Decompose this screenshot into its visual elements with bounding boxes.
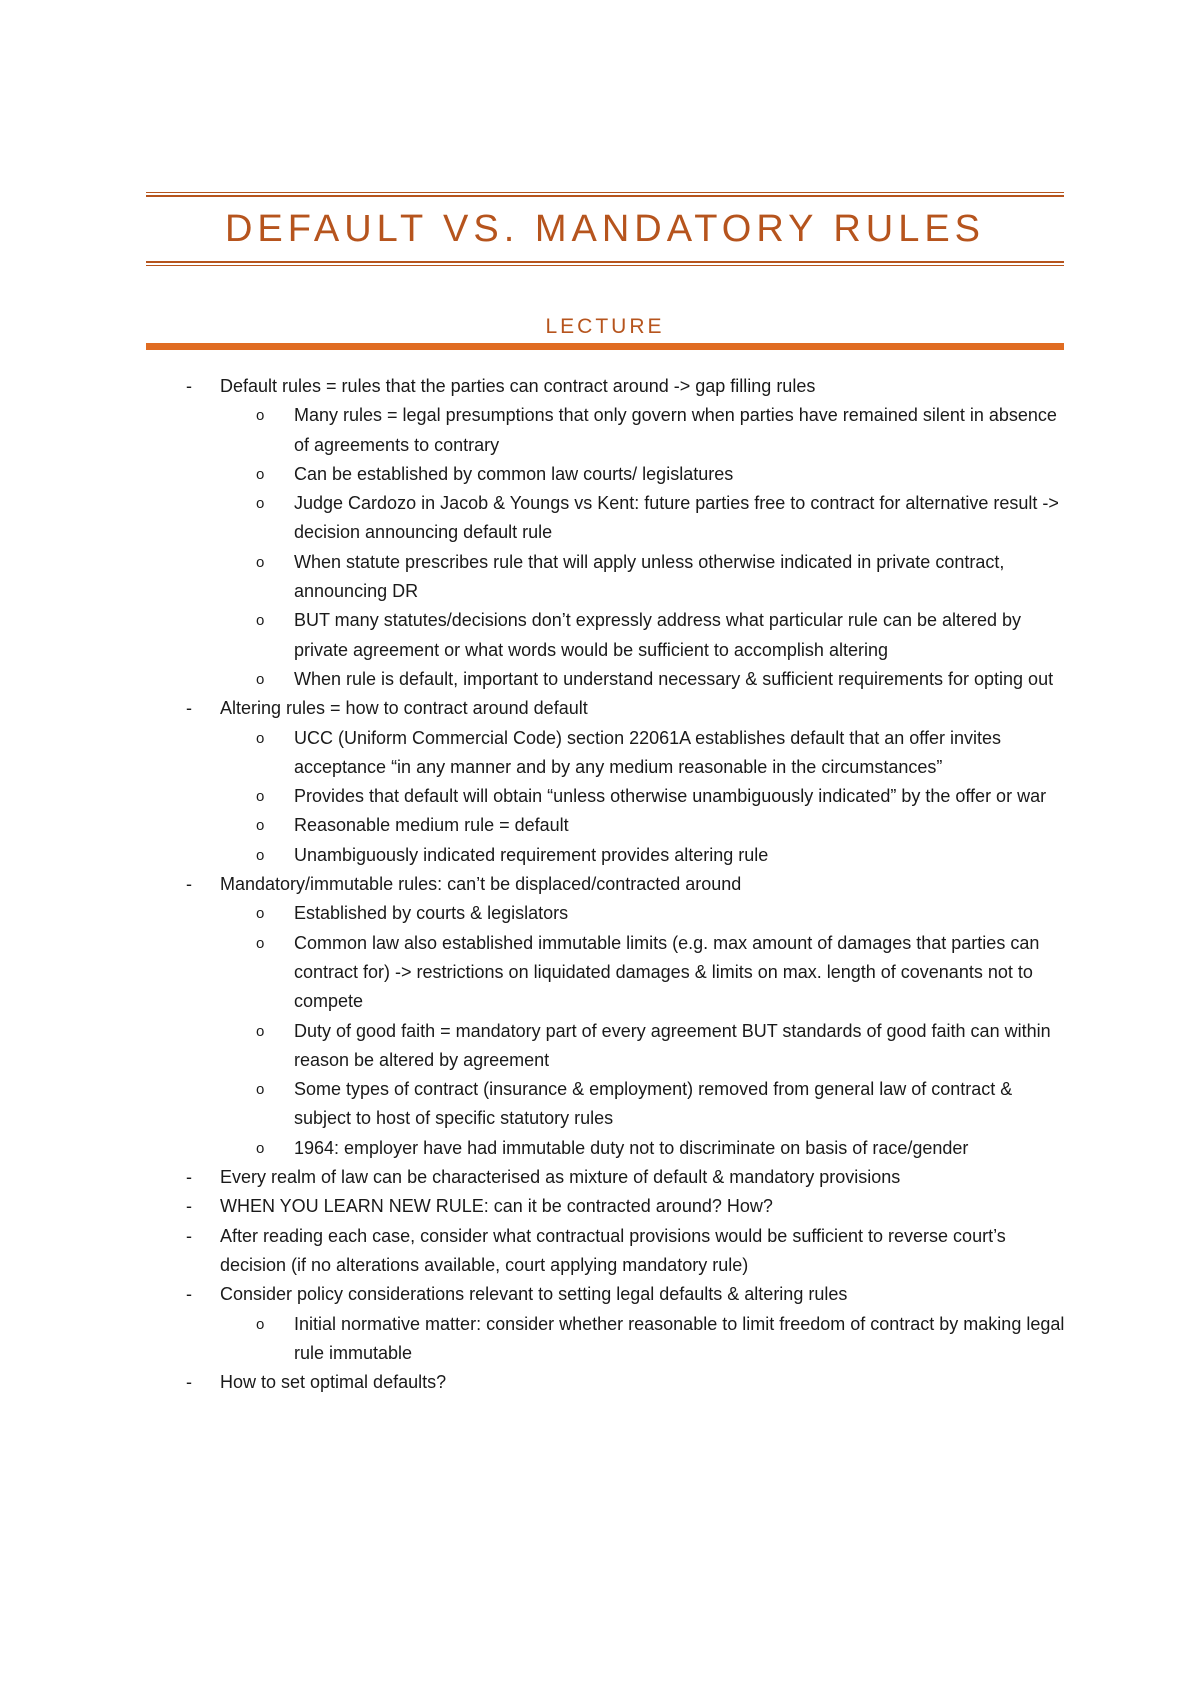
sub-bullet-item (220, 929, 1066, 1017)
circle-bullet-marker: o (256, 495, 265, 513)
sub-bullet-item (220, 606, 1066, 665)
circle-bullet-marker: o (256, 612, 265, 630)
sub-bullet-text: Common law also established immutable limits (e.g. max amount of damages that parties can contract for) -> restrictions on liquidated damages & limits on max. length of covenants not to compete (294, 932, 1040, 1012)
bullet-item (146, 372, 1066, 694)
circle-bullet-marker: o (256, 905, 265, 923)
circle-bullet-marker: o (256, 729, 265, 747)
bullet-text: Mandatory/immutable rules: can’t be displaced/contracted around (220, 874, 742, 895)
dash-bullet-marker: - (186, 1225, 192, 1246)
sub-bullet-text: 1964: employer have had immutable duty not to discriminate on basis of race/gender (294, 1137, 969, 1158)
dash-bullet-marker: - (186, 1284, 192, 1305)
title-bottom-rule (146, 261, 1064, 266)
bullet-text: WHEN YOU LEARN NEW RULE: can it be contracted around? How? (220, 1196, 773, 1217)
sub-bullet-text: Unambiguously indicated requirement provides altering rule (294, 844, 769, 865)
sub-bullet-list (220, 724, 1066, 870)
sub-bullet-text: BUT many statutes/decisions don’t expressly address what particular rule can be altered by private agreement or what words would be sufficient to accomplish altering (294, 610, 1022, 660)
bullet-item (146, 870, 1066, 1163)
sub-bullet-item (220, 460, 1066, 489)
sub-bullet-item (220, 548, 1066, 607)
circle-bullet-marker: o (256, 934, 265, 952)
dash-bullet-marker: - (186, 698, 192, 719)
notes-content (146, 372, 1066, 1397)
sub-bullet-item (220, 841, 1066, 870)
sub-bullet-item (220, 1075, 1066, 1134)
bullet-list (146, 372, 1066, 1397)
sub-bullet-text: Duty of good faith = mandatory part of every agreement BUT standards of good faith can within reason be altered by agreement (294, 1020, 1051, 1070)
circle-bullet-marker: o (256, 670, 265, 688)
bullet-item (146, 1163, 1066, 1192)
sub-bullet-item (220, 489, 1066, 548)
title-block (146, 192, 1064, 266)
bullet-text: Default rules = rules that the parties can contract around -> gap filling rules (220, 376, 816, 396)
sub-bullet-text: When rule is default, important to understand necessary & sufficient requirements for opting out (294, 668, 1054, 689)
bullet-item (146, 1280, 1066, 1368)
sub-bullet-text: Provides that default will obtain “unless otherwise unambiguously indicated” by the offer or war (294, 786, 1047, 807)
sub-bullet-item (220, 401, 1066, 460)
circle-bullet-marker: o (256, 788, 265, 806)
sub-bullet-text: Some types of contract (insurance & employment) removed from general law of contract & subject to host of specific statutory rules (294, 1079, 1013, 1129)
section-heading: LECTURE (545, 315, 665, 338)
bullet-text: After reading each case, consider what contractual provisions would be sufficient to reverse court’s decision (if no alterations available, court applying mandatory rule) (220, 1225, 1006, 1275)
sub-bullet-item (220, 665, 1066, 694)
sub-bullet-text: Initial normative matter: consider whether reasonable to limit freedom of contract by making legal rule immutable (294, 1313, 1065, 1363)
bullet-item (146, 1192, 1066, 1221)
bullet-item (146, 1368, 1066, 1397)
bullet-text: Altering rules = how to contract around default (220, 698, 588, 719)
circle-bullet-marker: o (256, 1139, 265, 1157)
bullet-text: Consider policy considerations relevant to setting legal defaults & altering rules (220, 1284, 848, 1305)
document-title: DEFAULT VS. MANDATORY RULES (224, 208, 986, 250)
sub-bullet-item (220, 724, 1066, 783)
sub-bullet-text: Established by courts & legislators (294, 903, 569, 924)
sub-bullet-item (220, 1134, 1066, 1163)
circle-bullet-marker: o (256, 1022, 265, 1040)
circle-bullet-marker: o (256, 1081, 265, 1099)
sub-bullet-text: Many rules = legal presumptions that only govern when parties have remained silent in absence of agreements to contrary (294, 405, 1057, 455)
sub-bullet-item (220, 1017, 1066, 1076)
sub-bullet-list (220, 401, 1066, 694)
bullet-text: How to set optimal defaults? (220, 1372, 447, 1393)
sub-bullet-text: When statute prescribes rule that will apply unless otherwise indicated in private contract, announcing DR (294, 551, 1005, 602)
sub-bullet-text: Reasonable medium rule = default (294, 815, 569, 836)
sub-bullet-item (220, 899, 1066, 928)
circle-bullet-marker: o (256, 553, 265, 571)
circle-bullet-marker: o (256, 1315, 265, 1333)
dash-bullet-marker: - (186, 1372, 192, 1393)
sub-bullet-list (220, 899, 1066, 1163)
sub-bullet-list (220, 1310, 1066, 1369)
bullet-item (146, 694, 1066, 870)
sub-bullet-item (220, 782, 1066, 811)
sub-bullet-text: UCC (Uniform Commercial Code) section 22061A establishes default that an offer invites acceptance “in any manner and by any medium reasonable in the circumstances” (294, 727, 1002, 777)
section-underline-bar (146, 343, 1064, 350)
sub-bullet-text: Judge Cardozo in Jacob & Youngs vs Kent: future parties free to contract for alternative result -> decision announcing default rule (294, 493, 1059, 543)
dash-bullet-marker: - (186, 1196, 192, 1217)
dash-bullet-marker: - (186, 376, 192, 396)
bullet-text: Every realm of law can be characterised as mixture of default & mandatory provisions (220, 1167, 901, 1188)
circle-bullet-marker: o (256, 407, 265, 425)
sub-bullet-text: Can be established by common law courts/ legislatures (294, 463, 734, 484)
sub-bullet-item (220, 811, 1066, 840)
sub-bullet-item (220, 1310, 1066, 1369)
bullet-item (146, 1222, 1066, 1281)
circle-bullet-marker: o (256, 846, 265, 864)
circle-bullet-marker: o (256, 465, 265, 483)
circle-bullet-marker: o (256, 817, 265, 835)
dash-bullet-marker: - (186, 874, 192, 895)
dash-bullet-marker: - (186, 1167, 192, 1188)
